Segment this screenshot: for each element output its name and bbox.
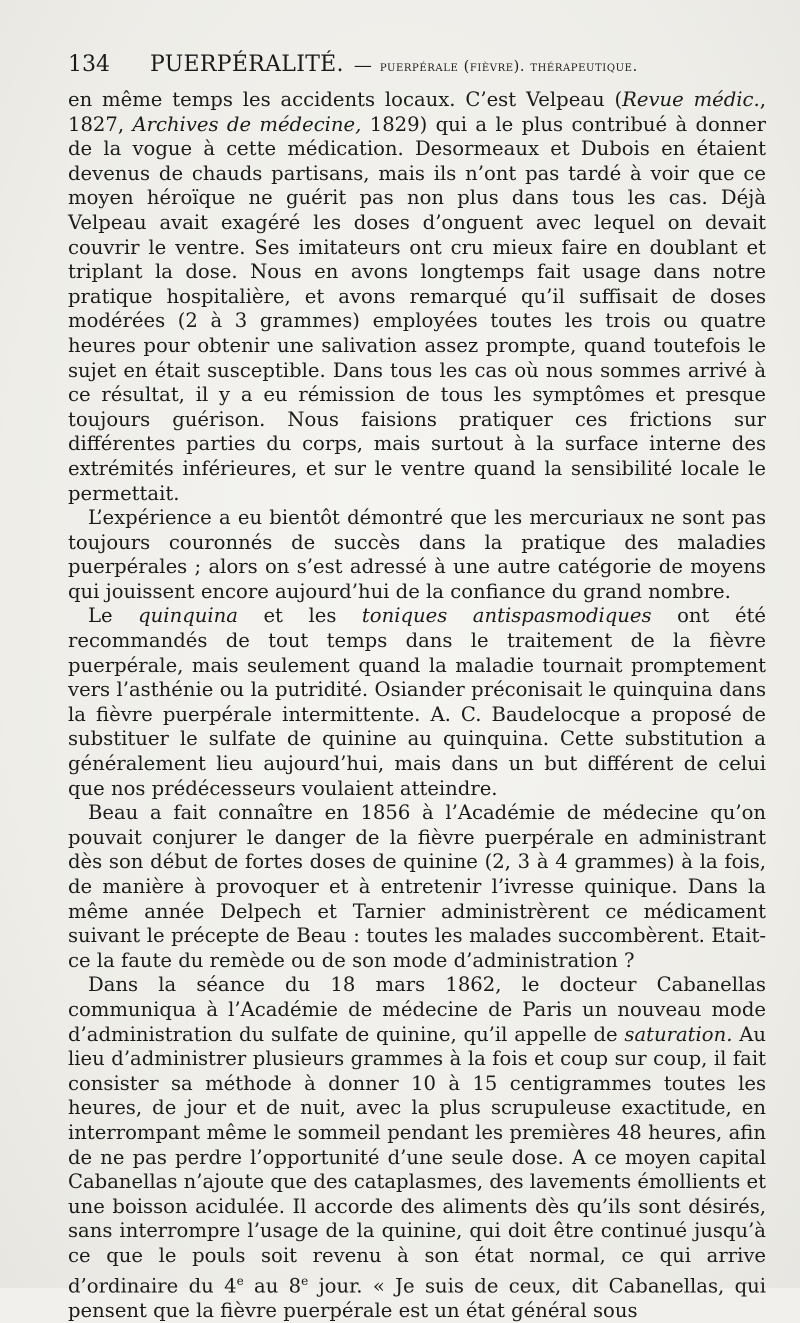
italic-text: toniques antispasmodiques [361,604,652,628]
running-separator: — [353,55,372,76]
text-run: , 1827, [68,88,766,136]
superscript-text: e [236,1273,244,1288]
italic-text: saturation. [624,1022,733,1046]
text-run: Le [88,604,139,628]
paragraph-2 [68,506,766,604]
running-head [68,52,766,80]
running-subtitle: puerpérale (fièvre). thérapeutique. [379,59,638,75]
italic-text: quinquina [138,604,238,628]
superscript-text: e [301,1273,309,1288]
paragraph-1 [68,88,766,506]
text-run: Dans la séance du 18 mars 1862, le docteur Cabanellas communiqua à l’Académie de médecine de Paris un nouveau mode d’administration du sulfate de quinine, qu’il appelle de [68,973,766,1046]
paragraph-4 [68,801,766,973]
text-run: ont été recommandés de tout temps dans le traitement de la fièvre puerpérale, mais seulement quand la maladie tournait promptement vers l’asthénie ou la putridité. Osiander préconisait le quinquina dans la fièvre puerpérale intermittente. A. C. Baudelocque a proposé de substituer le sulfate de quinine au quinquina. Cette substitution a généralement lieu aujourd’hui, mais dans un but différent de celui que nos prédécesseurs voulaient atteindre. [68,604,767,800]
page-number: 134 [68,52,110,77]
running-title: PUERPÉRALITÉ. [150,52,344,77]
text-run: Beau a fait connaître en 1856 à l’Académie de médecine qu’on pouvait conjurer le danger de la fièvre puerpérale en administrant dès son début de fortes doses de quinine (2, 3 à 4 grammes) à la fois, de manière à provoquer et à entretenir l’ivresse quinique. Dans la même année Delpech et Tarnier administrèrent ce médicament suivant le précepte de Beau : toutes les malades succombèrent. Etait-ce la faute du remède ou de son mode d’administration ? [68,801,766,972]
body-text [68,88,766,1323]
text-run: en même temps les accidents locaux. C’est Velpeau ( [68,88,623,111]
text-run: L’expérience a eu bientôt démontré que les mercuriaux ne sont pas toujours couronnés de succès dans la pratique des maladies puerpérales ; alors on s’est adressé à une autre catégorie de moyens qui jouissent encore aujourd’hui de la confiance du grand nombre. [68,506,766,603]
text-run: 1829) qui a le plus contribué à donner de la vogue à cette médication. Desormeaux et Dubois en étaient devenus de chauds partisans, mais ils n’ont pas tardé à voir que ce moyen héroïque ne guérit pas non plus dans tous les cas. Déjà Velpeau avait exagéré les doses d’onguent avec lequel on devait couvrir le ventre. Ses imitateurs ont cru mieux faire en doublant et triplant la dose. Nous en avons longtemps fait usage dans notre pratique hospitalière, et avons remarqué qu’il suffisait de doses modérées (2 à 3 grammes) employées toutes les trois ou quatre heures pour obtenir une salivation assez prompte, quand toutefois le sujet en était susceptible. Dans tous les cas où nous sommes arrivé à ce résultat, il y a eu rémission de tous les symptômes et presque toujours guérison. Nous faisions pratiquer ces frictions sur différentes parties du corps, mais surtout à la surface interne des extrémités inférieures, et sur le ventre quand la sensibilité locale le permettait. [68,112,767,505]
text-run: et les [237,604,362,628]
italic-text: Archives de médecine, [132,112,362,136]
italic-text: Revue médic. [622,88,760,111]
text-run: au 8 [243,1274,302,1298]
paragraph-3 [68,604,766,801]
text-run: jour. « Je suis de ceux, dit Cabanellas, qui pensent que la fièvre puerpérale est un état général sous [68,1274,766,1322]
paragraph-5 [68,973,766,1323]
text-run: Au lieu d’administrer plusieurs grammes à la fois et coup sur coup, il fait consister sa méthode à donner 10 à 15 centigrammes toutes les heures, de jour et de nuit, avec la plus scrupuleuse exactitude, en interrompant même le sommeil pendant les premières 48 heures, afin de ne pas perdre l’opportunité d’une seule dose. A ce moyen capital Cabanellas n’ajoute que des cataplasmes, des lavements émollients et une boisson acidulée. Il accorde des aliments dès qu’ils sont désirés, sans interrompre l’usage de la quinine, qui doit être continué jusqu’à ce que le pouls soit revenu à son état normal, ce qui arrive d’ordinaire du 4 [68,1022,766,1298]
